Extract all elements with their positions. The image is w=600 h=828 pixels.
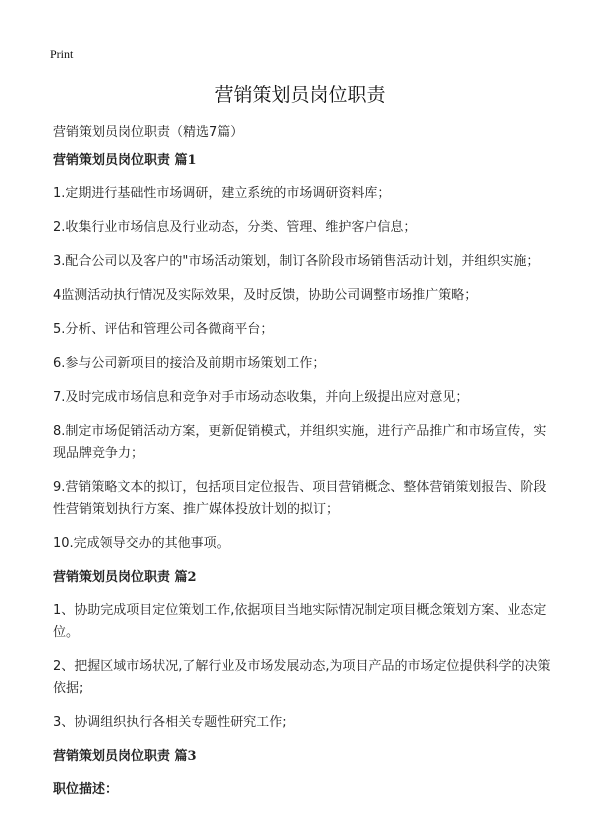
- subsection-heading: 职位描述：: [53, 782, 119, 797]
- list-item: 9.营销策略文本的拟订，包括项目定位报告、项目营销概念、整体营销策划报告、阶段性营销策划执行方案、推广媒体投放计划的拟订；: [53, 480, 547, 517]
- document-subtitle: 营销策划员岗位职责（精选7篇）: [53, 125, 244, 140]
- list-item: 1.定期进行基础性市场调研，建立系统的市场调研资料库；: [53, 186, 391, 201]
- list-item: 4监测活动执行情况及实际效果，及时反馈，协助公司调整市场推广策略；: [53, 288, 478, 303]
- list-item: 7.及时完成市场信息和竞争对手市场动态收集，并向上级提出应对意见；: [53, 390, 469, 405]
- print-label: Print: [50, 47, 74, 61]
- section-heading: 营销策划员岗位职责 篇2: [53, 570, 197, 585]
- list-item: 10.完成领导交办的其他事项。: [53, 536, 230, 551]
- list-item: 2.收集行业市场信息及行业动态，分类、管理、维护客户信息；: [53, 220, 417, 235]
- list-item: 1、协助完成项目定位策划工作,依据项目当地实际情况制定项目概念策划方案、业态定位。: [53, 603, 547, 640]
- list-item: 3、协调组织执行各相关专题性研究工作;: [53, 715, 287, 730]
- document-body: [53, 150, 553, 812]
- list-item: 5.分析、评估和管理公司各微商平台；: [53, 322, 274, 337]
- list-item: 3.配合公司以及客户的"市场活动策划，制订各阶段市场销售活动计划，并组织实施；: [53, 254, 540, 269]
- list-item: 2、把握区域市场状况,了解行业及市场发展动态,为项目产品的市场定位提供科学的决策依据;: [53, 659, 551, 696]
- page-title: 营销策划员岗位职责: [214, 84, 386, 106]
- section-heading: 营销策划员岗位职责 篇3: [53, 749, 197, 764]
- list-item: 8.制定市场促销活动方案，更新促销模式，并组织实施，进行产品推广和市场宣传，实现品牌竞争力；: [53, 424, 547, 461]
- section-heading: 营销策划员岗位职责 篇1: [53, 153, 197, 168]
- list-item: 6.参与公司新项目的接洽及前期市场策划工作；: [53, 356, 326, 371]
